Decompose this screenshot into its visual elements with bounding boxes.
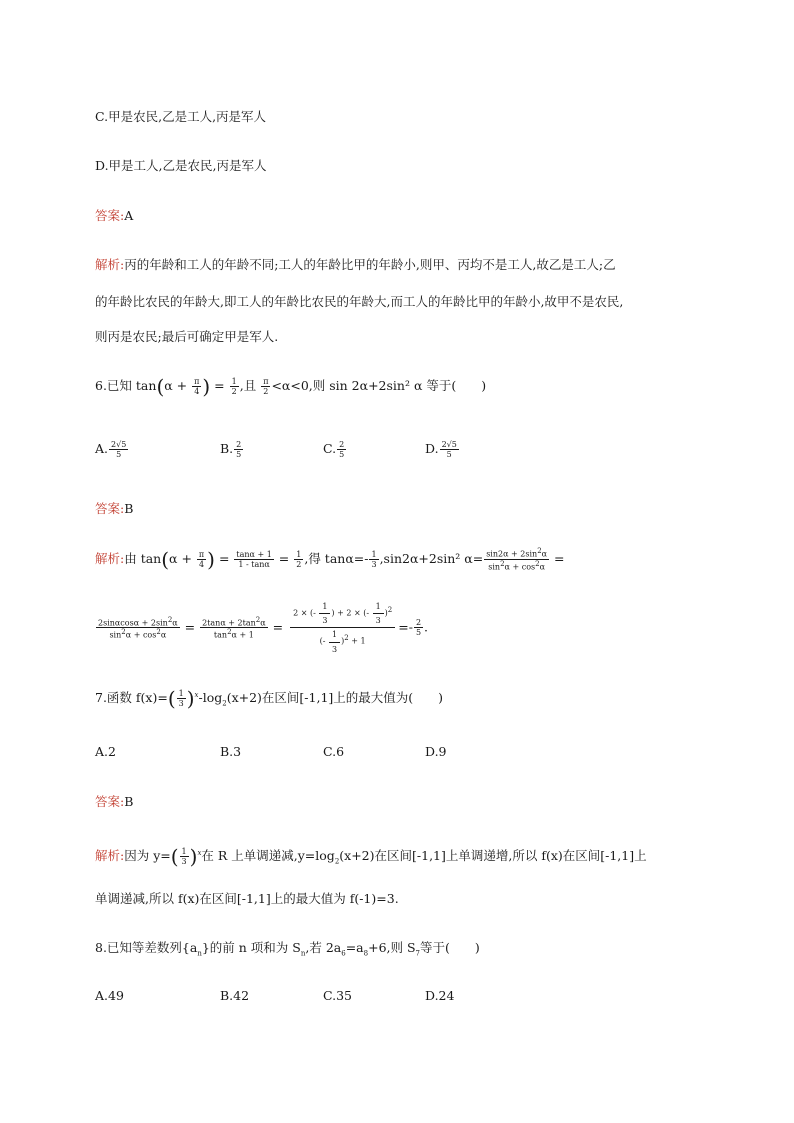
- q6-option-b: B. $\frac{2}{5}$: [220, 440, 242, 460]
- q5-analysis-line-1: [95, 255, 616, 273]
- q8-option-a: A.49: [95, 988, 124, 1003]
- q7-option-c: C.6: [323, 744, 345, 759]
- answer-label: 答案:: [95, 501, 125, 516]
- q6-analysis-line-2: $\frac{2\sin\alpha\cos\alpha + 2\sin^2\alpha}{\sin^2\alpha + \cos^2\alpha}$ = $\frac{2\tan\alpha + 2\tan^2\alpha}{\tan^2\alpha + 1}$ = 2 × (- $\frac{1}{3}$ ) + 2 × (- $\frac{1}{3}$ )$^2$ (- $\frac{1}{3}$ )$^2$ + 1 =- $\frac{2}{5}$ .: [98, 602, 429, 654]
- q6-stem: 6.已知 tan(α + $\frac{\pi}{4}$ ) = $\frac{1}{2}$ ,且 $\frac{\pi}{2}$ <α<0,则 sin 2α+2sin² α 等于( ): [95, 374, 487, 399]
- q5-analysis-line-2: 的年龄比农民的年龄大,即工人的年龄比农民的年龄大,而工人的年龄比甲的年龄小,故甲不是农民,: [95, 294, 624, 309]
- q5-option-d: D.甲是工人,乙是农民,丙是军人: [95, 158, 267, 173]
- q8-stem: 8.已知等差数列$\{a_n\}$的前 n 项和为 $S_n$,若 $2a_6=a_8+6$,则 $S_7$等于( ): [95, 940, 480, 958]
- q6-analysis-mid: ,得 tanα=: [304, 550, 365, 566]
- q7-option-b: B.3: [220, 744, 242, 759]
- q7-option-a: A.2: [95, 744, 116, 759]
- q6-option-d: D. $\frac{2√5}{5}$: [425, 440, 457, 460]
- analysis-label: 解析:: [95, 257, 125, 272]
- analysis-text: 丙的年龄和工人的年龄不同;工人的年龄比甲的年龄小,则甲、丙均不是工人,故乙是工人;乙: [124, 257, 616, 272]
- q5-option-c: C.甲是农民,乙是工人,丙是军人: [95, 109, 267, 124]
- answer-value: A: [124, 208, 134, 223]
- q6-answer: [95, 499, 133, 517]
- q6-prefix: 6.已知 tan: [95, 378, 157, 393]
- q5-answer: [95, 206, 133, 224]
- q8-option-c: C.35: [323, 988, 352, 1003]
- q7-stem: 7.函数 f(x)=( $\frac{1}{3}$ )$^x-\log_2(x+2)$在区间[-1,1]上的最大值为( ): [95, 686, 444, 711]
- analysis-label: 解析:: [95, 848, 125, 863]
- q6-mid: ,且: [239, 378, 257, 393]
- answer-label: 答案:: [95, 794, 125, 809]
- answer-label: 答案:: [95, 208, 125, 223]
- analysis-label: 解析:: [95, 550, 125, 566]
- q7-analysis-line-1: 解析:因为 y=( $\frac{1}{3}$ )$^x$在 R 上单调递减$,y=\log_2(x+2)$在区间[-1,1]上单调递增,所以 f(x)在区间[-1,1]上: [95, 844, 647, 869]
- q6-analysis-line-1: 解析:由 tan(α + $\frac{\pi}{4}$ ) = $\frac{\tan\alpha + 1}{1 - \tan\alpha}$ = $\frac{1}{2}$ ,得 tanα=- $\frac{1}{3}$ ,sin2α+2sin² α= $\frac{\sin 2\alpha + 2\sin^2\alpha}{\sin^2\alpha + \cos^2\alpha}$ =: [95, 547, 565, 572]
- q6-option-a: A. $\frac{2√5}{5}$: [95, 440, 127, 460]
- q5-analysis-line-3: 则丙是农民;最后可确定甲是军人.: [95, 329, 279, 344]
- q7-option-d: D.9: [425, 744, 447, 759]
- q6-analysis-prefix: 由 tan: [124, 550, 162, 566]
- answer-value: B: [124, 501, 134, 516]
- q7-answer: [95, 792, 133, 810]
- q6-option-c: C. $\frac{2}{5}$: [323, 440, 345, 460]
- q6-analysis-mid2: ,sin2α+2sin² α=: [379, 550, 484, 566]
- answer-value: B: [124, 794, 134, 809]
- q8-options: [95, 988, 695, 1008]
- q7-options: [95, 744, 695, 764]
- q8-option-b: B.42: [220, 988, 250, 1003]
- q7-analysis-line-2: 单调递减,所以 f(x)在区间[-1,1]上的最大值为 f(-1)=3.: [95, 891, 399, 906]
- q6-options: [95, 440, 695, 466]
- q8-option-d: D.24: [425, 988, 455, 1003]
- q6-condition: <α<0,则 sin 2α+2sin² α 等于( ): [271, 378, 487, 393]
